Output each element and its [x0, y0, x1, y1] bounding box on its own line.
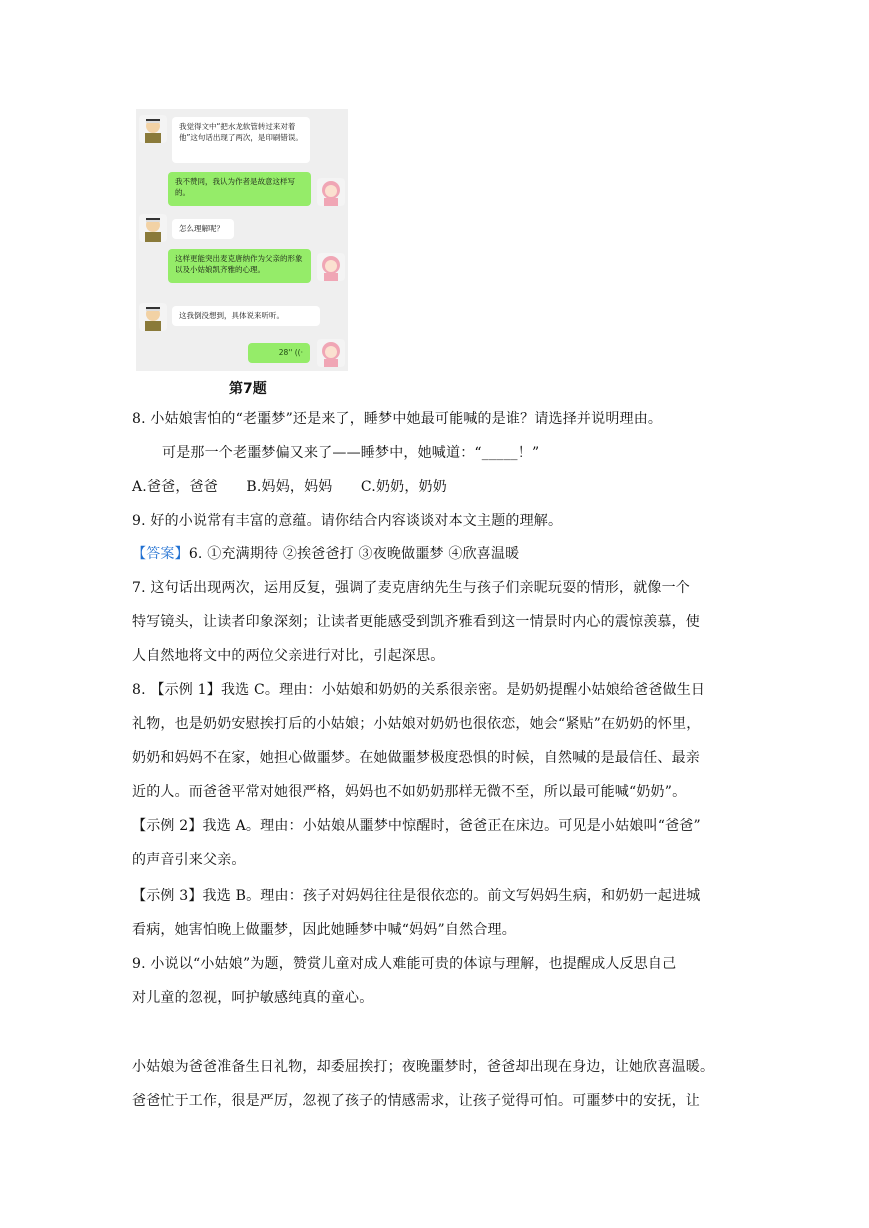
answer-9-line-1: 9. 小说以“小姑娘”为题，赞赏儿童对成人难能可贵的体谅与理解，也提醒成人反思自己: [132, 956, 677, 972]
answer-7-line-2: 特写镜头，让读者印象深刻；让读者更能感受到凯齐雅看到这一情景时内心的震惊羡慕，使: [132, 614, 700, 630]
example-3-line-1: 【示例 3】我选 B。理由：孩子对妈妈往往是很依恋的。前文写妈妈生病，和奶奶一起进城: [132, 888, 701, 904]
question-9: 9. 好的小说常有丰富的意蕴。请你结合内容谈谈对本文主题的理解。: [132, 513, 563, 529]
paragraph-line-1: 小姑娘为爸爸准备生日礼物，却委屈挨打；夜晚噩梦时，爸爸却出现在身边，让她欣喜温暖。: [132, 1059, 715, 1075]
example-2-line-2: 的声音引来父亲。: [132, 852, 246, 868]
answer-7-line-1: 7. 这句话出现两次，运用反复，强调了麦克唐纳先生与孩子们亲昵玩耍的情形，就像一个: [132, 580, 691, 596]
girl-avatar: [317, 178, 345, 206]
voice-message: 28'' ((·: [248, 343, 310, 363]
answer-8-line-2: 礼物，也是奶奶安慰挨打后的小姑娘；小姑娘对奶奶也很依恋，她会“紧贴”在奶奶的怀里，: [132, 716, 701, 732]
answer-7-line-3: 人自然地将文中的两位父亲进行对比，引起深思。: [132, 648, 445, 664]
answer-8-line-3: 奶奶和妈妈不在家，她担心做噩梦。在她做噩梦极度恐惧的时候，自然喊的是最信任、最亲: [132, 750, 700, 766]
answer-6-text: 6. ①充满期待 ②挨爸爸打 ③夜晚做噩梦 ④欣喜温暖: [188, 546, 520, 562]
boy-avatar: [139, 115, 167, 143]
answer-8-line-4: 近的人。而爸爸平常对她很严格，妈妈也不如奶奶那样无微不至，所以最可能喊“奶奶”。: [132, 784, 687, 800]
answer-8-line-1: 8. 【示例 1】我选 C。理由：小姑娘和奶奶的关系很亲密。是奶奶提醒小姑娘给爸爸做生日: [132, 682, 706, 698]
girl-avatar: [317, 339, 345, 367]
question-8-quote: 可是那一个老噩梦偏又来了——睡梦中，她喊道：“_____！”: [162, 445, 540, 461]
example-2-line-1: 【示例 2】我选 A。理由：小姑娘从噩梦中惊醒时，爸爸正在床边。可见是小姑娘叫“爸爸”: [132, 818, 701, 834]
girl-avatar: [317, 253, 345, 281]
paragraph-line-2: 爸爸忙于工作，很是严厉，忽视了孩子的情感需求，让孩子觉得可怕。可噩梦中的安抚，让: [132, 1093, 700, 1109]
chat-message-3: 怎么理解呢？: [172, 219, 234, 239]
question-8: 8. 小姑娘害怕的“老噩梦”还是来了，睡梦中她最可能喊的是谁？请选择并说明理由。: [132, 411, 663, 427]
question-8-options: A.爸爸，爸爸 B.妈妈，妈妈 C.奶奶，奶奶: [132, 479, 447, 495]
figure-caption: 第7题: [229, 381, 267, 397]
chat-message-2: 我不赞同，我认为作者是故意这样写的。: [168, 172, 311, 206]
example-3-line-2: 看病，她害怕晚上做噩梦，因此她睡梦中喊“妈妈”自然合理。: [132, 922, 516, 938]
chat-screenshot-figure: [136, 109, 348, 371]
boy-avatar: [139, 214, 167, 242]
chat-message-4: 这样更能突出麦克唐纳作为父亲的形象以及小姑娘凯齐雅的心理。: [168, 249, 311, 283]
answer-6: [132, 543, 519, 563]
answer-9-line-2: 对儿童的忽视，呵护敏感纯真的童心。: [132, 990, 374, 1006]
answer-label: 【答案】: [132, 546, 189, 562]
boy-avatar: [139, 303, 167, 331]
chat-message-5: 这我倒没想到，具体说来听听。: [172, 306, 320, 326]
chat-message-1: 我觉得文中“把水龙软管转过来对着他”这句话出现了两次，是印刷错误。: [172, 117, 310, 163]
